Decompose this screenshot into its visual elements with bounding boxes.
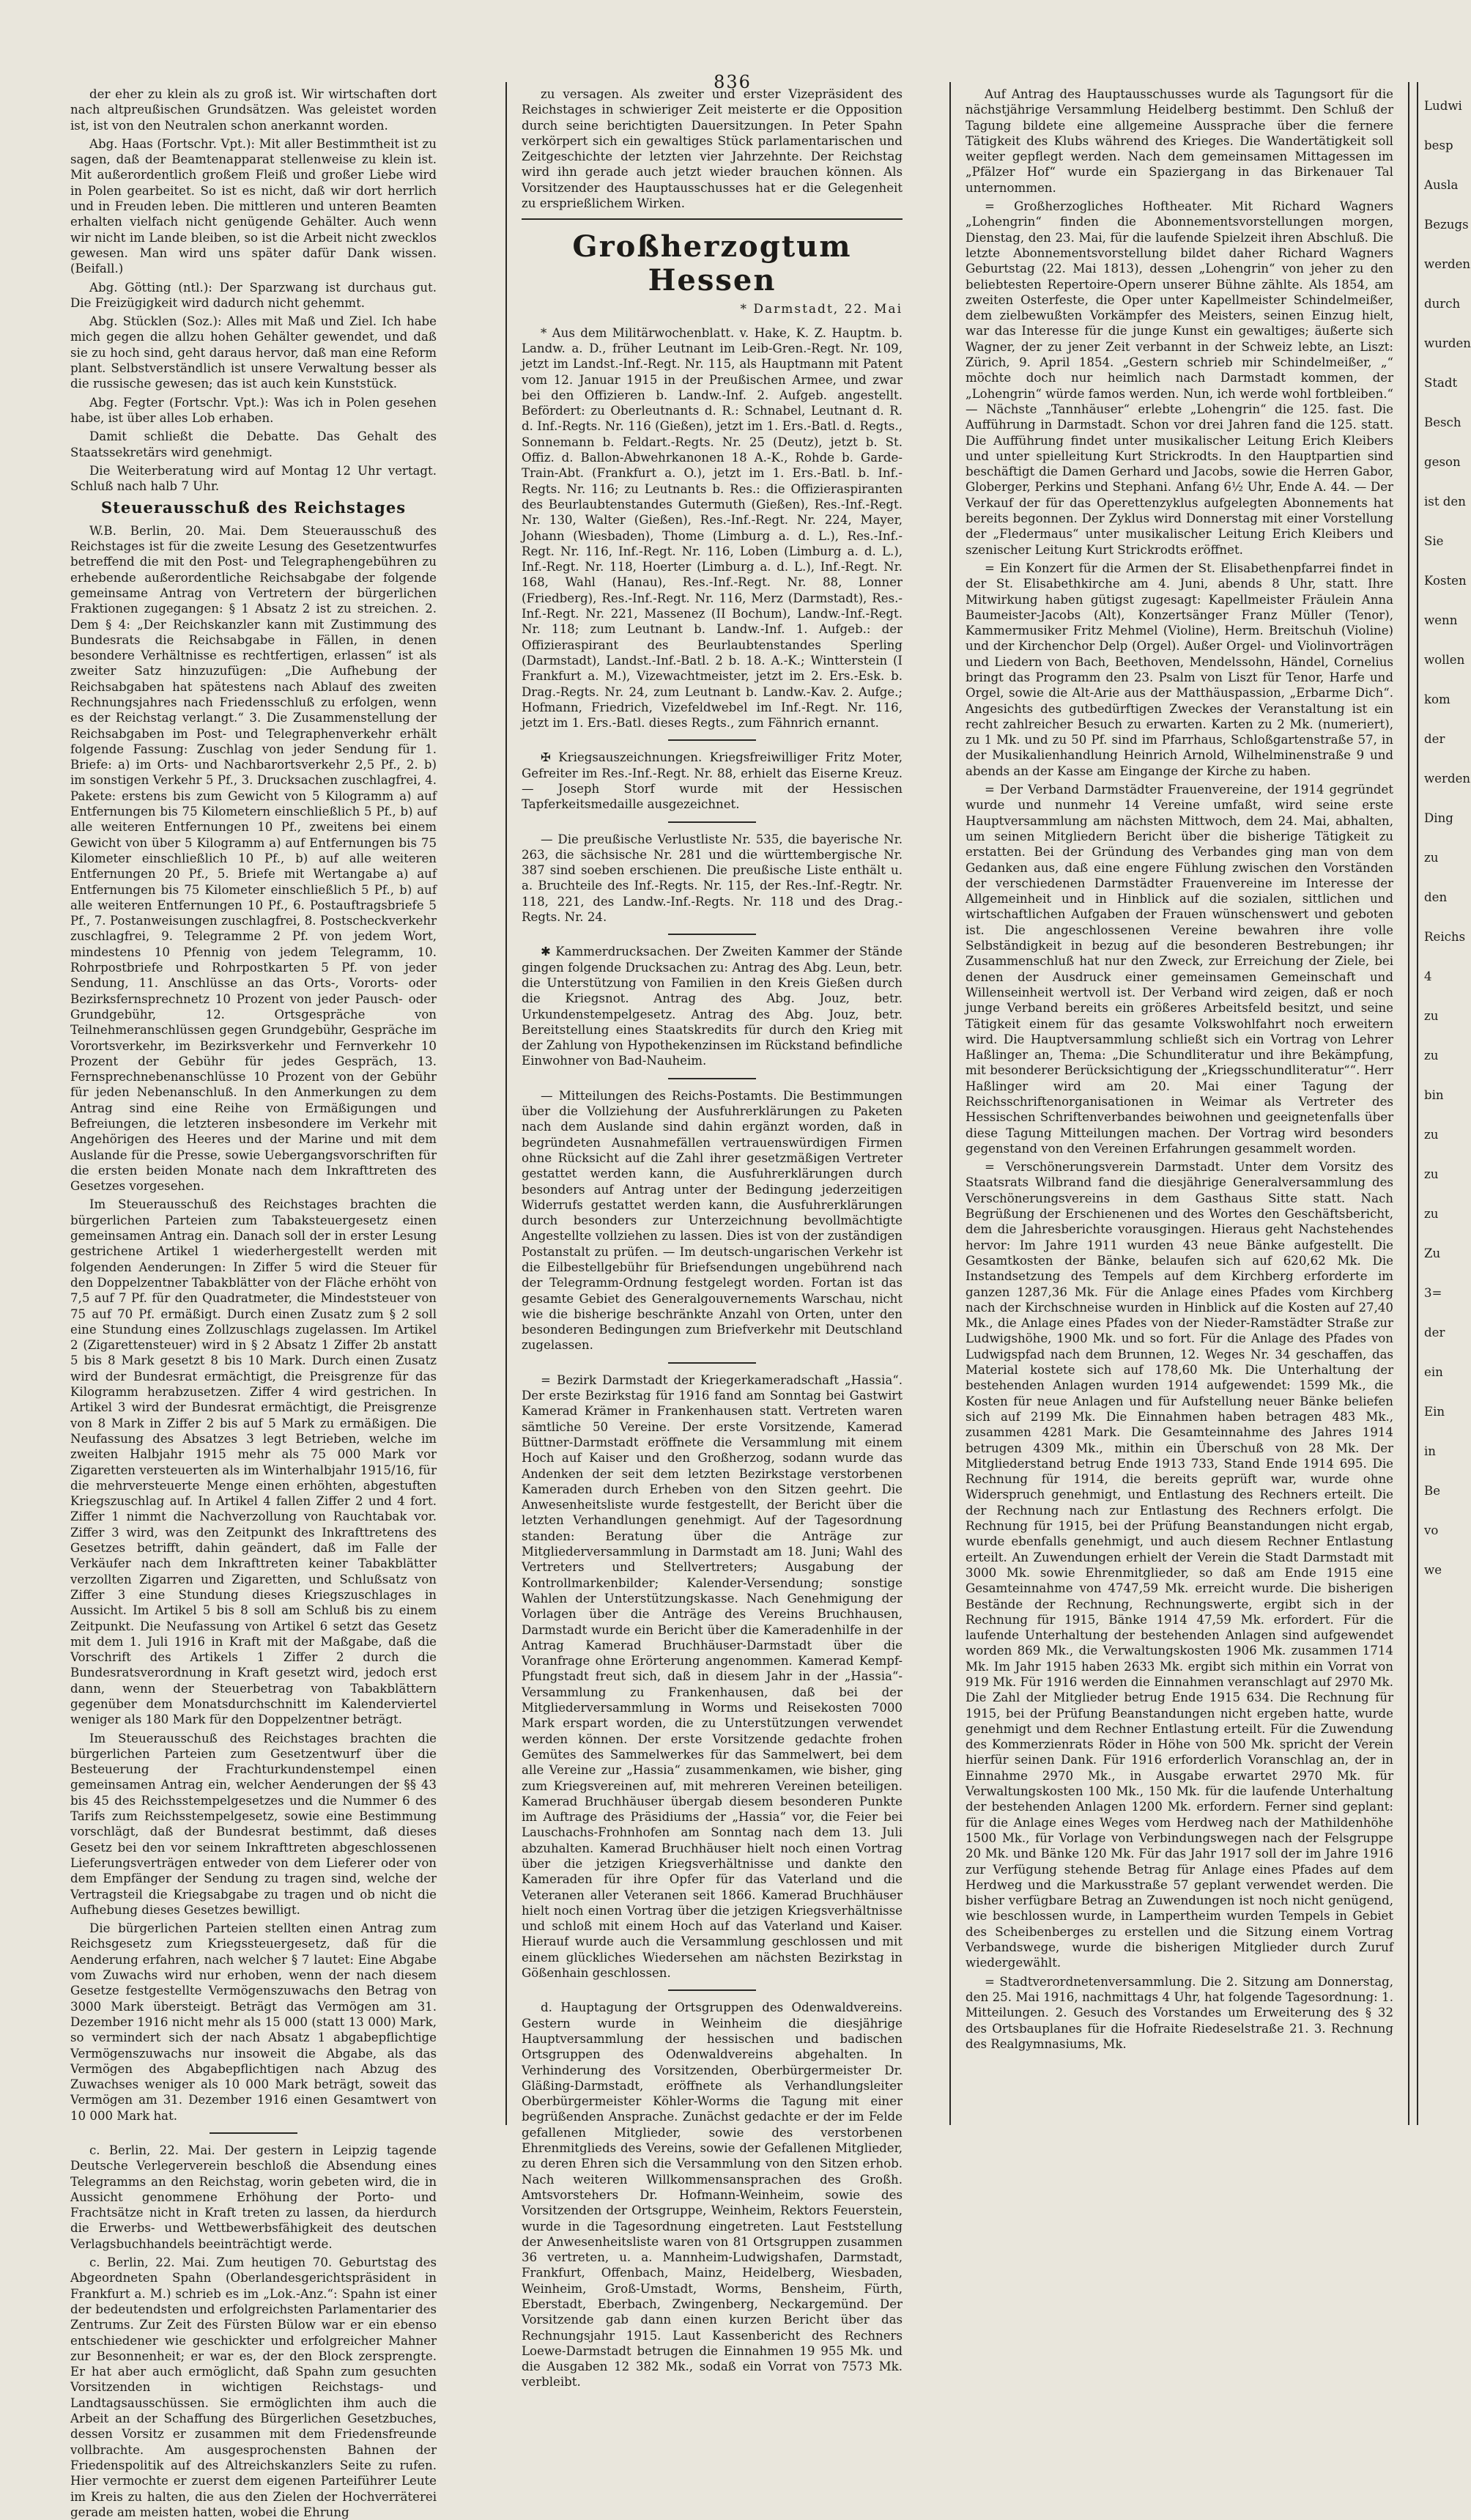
col4-line: durch bbox=[1424, 297, 1461, 311]
article-separator bbox=[668, 1989, 756, 1991]
col1-paragraph: Abg. Stücklen (Soz.): Alles mit Maß und Ziel. Ich habe mich gegen die allzu hohen Gehälter gewendet, und daß sie zu hoch sind, geht daraus hervor, daß man eine Reform plant. Selbstverständlich ist unsere Verwaltung besser als die russische gewesen; das ist auch kein Kunststück. bbox=[70, 314, 437, 391]
col4-line: Ausla bbox=[1424, 178, 1459, 192]
col4-line: zu bbox=[1424, 851, 1439, 865]
col2-paragraph: — Die preußische Verlustliste Nr. 535, die bayerische Nr. 263, die sächsische Nr. 281 und die württembergische Nr. 387 sind soeben erschienen. Die preußische Liste enthält u. a. Bruchteile des Inf.-Regts. Nr. 115, der Res.-Inf.-Regtr. Nr. 118, 221, des Landw.-Inf.-Regts. Nr. 118 und des Drag.-Regts. Nr. 24. bbox=[522, 832, 903, 925]
col4-line: ist den bbox=[1424, 495, 1466, 509]
col1-paragraph: Im Steuerausschuß des Reichstages brachten die bürgerlichen Parteien zum Tabaksteuergesetz einen gemeinsamen Antrag ein. Danach soll der in erster Lesung gestrichene Artikel 1 wiederhergestellt werden mit folgenden Aenderungen: In Ziffer 5 wird die Steuer für den Doppelzentner Tabakblätter von der Fläche erhöht von 7,5 auf 7 Pf. für den Quadratmeter, die Mindeststeuer von 75 auf 70 Pf. ermäßigt. Durch einen Zusatz zum § 2 soll eine Stundung eines Zollzuschlags zugelassen. Im Artikel 2 (Zigarettensteuer) wird in § 2 Absatz 1 Ziffer 2b anstatt 5 bis 8 Mark gesetzt 8 bis 10 Mark. Durch einen Zusatz wird der Bundesrat ermächtigt, die Preisgrenze für das Kilogramm herabzusetzen. Ziffer 4 wird gestrichen. In Artikel 3 wird der Bundesrat ermächtigt, die Preisgrenze von 8 Mark in Ziffer 2 bis auf 5 Mark zu ermäßigen. Die Neufassung des Absatzes 3 legt Betrieben, welche im zweiten Halbjahr 1915 mehr als 75 000 Mark vor Zigaretten versteuerten als im Winterhalbjahr 1915/16, für die mehrversteuerte Menge einen erhöhten, abgestuften Kriegszuschlag auf. In Artikel 4 fallen Ziffer 2 und 4 fort. Ziffer 1 nimmt die Nachverzollung von Rauchtabak vor. Ziffer 3 wird, was den Zeitpunkt des Inkrafttretens des Gesetzes betrifft, dahin geändert, daß im Falle der Verkäufer nach dem Inkrafttreten keiner Tabakblätter verzollten Zigarren und Zigaretten, und Schlußsatz von Ziffer 3 eine Stundung dieses Kriegszuschlages in Aussicht. Im Artikel 5 bis 8 soll am Schluß bis zu einem Zeitpunkt. Die Neufassung von Artikel 6 setzt das Gesetz mit dem 1. Juli 1916 in Kraft mit der Maßgabe, daß die Vorschrift des Artikels 1 Ziffer 2 durch die Bundesratsverordnung in Kraft gesetzt wird, jedoch erst dann, wenn der Steuerbetrag von Tabakblättern gegenüber dem Monatsdurchschnitt im Kalenderviertel weniger als 180 Mark für den Doppelzentner beträgt. bbox=[70, 1197, 437, 1727]
col3-paragraph: = Ein Konzert für die Armen der St. Elisabethenpfarrei findet in der St. Elisabethkirche am 4. Juni, abends 8 Uhr, statt. Ihre Mitwirkung haben gütigst zugesagt: Kapellmeister Fräulein Anna Baumeister-Jacobs (Alt), Konzertsänger Franz Müller (Tenor), Kammermusiker Fritz Mehmel (Violine), Herm. Breitschuh (Violine) und der Kirchenchor Delp (Orgel). Außer Orgel- und Violinvorträgen und Liedern von Bach, Beethoven, Mendelssohn, Händel, Cornelius bringt das Programm den 23. Psalm von Liszt für Tenor, Harfe und Orgel, sowie die Alt-Arie aus der Matthäuspassion, „Erbarme Dich“. Angesichts des gutbedürftigen Zweckes der Veranstaltung ist ein recht zahlreicher Besuch zu erwarten. Karten zu 2 Mk. (numeriert), zu 1 Mk. und zu 50 Pf. sind im Pfarrhaus, Schloßgartenstraße 57, in der Musikalienhandlung Heinrich Arnold, Wilhelminenstraße 9 und abends an der Kasse am Eingange der Kirche zu haben. bbox=[966, 561, 1393, 778]
article-separator bbox=[668, 739, 756, 741]
col3-paragraph: Auf Antrag des Hauptausschusses wurde als Tagungsort für die nächstjährige Versammlung Heidelberg bestimmt. Den Schluß der Tagung bildete eine allgemeine Aussprache über die fernere Tätigkeit des Klubs während des Krieges. Die Wandertätigkeit soll weiter gepflegt werden. Nach dem gemeinsamen Mittagessen im „Pfälzer Hof“ wurde ein Spaziergang in das Birkenauer Tal unternommen. bbox=[966, 87, 1393, 195]
col2-paragraph: ✱ Kammerdrucksachen. Der Zweiten Kammer der Stände gingen folgende Drucksachen zu: Antrag des Abg. Leun, betr. die Unterstützung von Familien in den Kreis Gießen durch die Kriegsnot. Antrag des Abg. Jouz, betr. Urkundenstempelgesetz. Antrag des Abg. Jouz, betr. Bereitstellung eines Staatskredits für durch den Krieg mit der Zahlung von Hypothekenzinsen im Rückstand befindliche Einwohner von Bad-Nauheim. bbox=[522, 945, 903, 1068]
col4-line: der bbox=[1424, 732, 1445, 746]
col4-line: Kosten bbox=[1424, 574, 1467, 588]
section-title: Großherzogtum Hessen bbox=[572, 229, 852, 298]
col4-line: wenn bbox=[1424, 613, 1458, 627]
col4-line: zu bbox=[1424, 1009, 1439, 1023]
col4-line: zu bbox=[1424, 1049, 1439, 1063]
col1-paragraph: Die Weiterberatung wird auf Montag 12 Uhr vertagt. Schluß nach halb 7 Uhr. bbox=[70, 463, 437, 494]
col4-line: Besch bbox=[1424, 415, 1461, 429]
section-headline: Steuerausschuß des Reichstages bbox=[100, 498, 407, 517]
col2-paragraph: * Aus dem Militärwochenblatt. v. Hake, K. Z. Hauptm. b. Landw. a. D., früher Leutnant im Leib-Gren.-Regt. Nr. 109, jetzt im Landst.-Inf.-Regt. Nr. 115, als Hauptmann mit Patent vom 12. Januar 1915 in der Preußischen Armee, und zwar bei den Offizieren b. Landw.-Inf. 2. Aufgeb. angestellt. Befördert: zu Oberleutnants d. R.: Schnabel, Leutnant d. R. d. Inf.-Regts. Nr. 116 (Gießen), jetzt im 1. Ers.-Batl. d. Regts., Sonnemann b. Feldart.-Regts. Nr. 25 (Deutz), jetzt b. St. Offiz. d. Ballon-Abwehrkanonen 18 A.-K., Rohde b. Garde-Train-Abt. (Frankfurt a. O.), jetzt im 1. Ers.-Batl. b. Inf.-Regts. Nr. 116; zu Leutnants b. Res.: die Offizieraspiranten des Beurlaubtenstandes Gutermuth (Gießen), Res.-Inf.-Regt. Nr. 130, Walter (Gießen), Res.-Inf.-Regt. Nr. 224, Mayer, Johann (Wiesbaden), Thome (Limburg a. d. L.), Res.-Inf.-Regt. Nr. 116, Inf.-Regt. Nr. 116, Loben (Limburg a. d. L.), Inf.-Regt. Nr. 118, Hoerter (Limburg a. d. L.), Inf.-Regt. Nr. 168, Wahl (Hanau), Res.-Inf.-Regt. Nr. 88, Lonner (Friedberg), Res.-Inf.-Regt. Nr. 116, Merz (Darmstadt), Res.-Inf.-Regt. Nr. 221, Massenez (II Bochum), Landw.-Inf.-Regt. Nr. 118; zum Leutnant b. Landw.-Inf. 1. Aufgeb.: der Offizieraspirant des Beurlaubtenstandes Sperling (Darmstadt), Landst.-Inf.-Batl. 2 b. 18. A.-K.; Wintterstein (I Frankfurt a. M.), Vizewachtmeister, jetzt im 2. Ers.-Esk. b. Drag.-Regts. Nr. 24, zum Leutnant b. Landw.-Kav. 2. Aufge.; Hofmann, Friedrich, Vizefeldwebel im Inf.-Regt. Nr. 116, jetzt im 1. Ers.-Batl. dieses Regts., zum Fähnrich ernannt. bbox=[522, 325, 903, 731]
col3-paragraph: = Stadtverordnetenversammlung. Die 2. Sitzung am Donnerstag, den 25. Mai 1916, nachmittags 4 Uhr, hat folgende Tagesordnung: 1. Mitteilungen. 2. Gesuch des Vorstandes um Erweiterung des § 32 des Ortsbauplanes für die Hofraite Riedeselstraße 21. 3. Rechnung des Realgymnasiums, Mk. bbox=[966, 1974, 1393, 2051]
page-number: 836 bbox=[714, 72, 752, 92]
col2-paragraph: ✠ Kriegsauszeichnungen. Kriegsfreiwilliger Fritz Moter, Gefreiter im Res.-Inf.-Regt. Nr. 88, erhielt das Eiserne Kreuz. — Joseph Storf wurde mit der Hessischen Tapferkeitsmedaille ausgezeichnet. bbox=[522, 750, 903, 812]
col4-line: zu bbox=[1424, 1167, 1439, 1181]
col1-paragraph: c. Berlin, 22. Mai. Der gestern in Leipzig tagende Deutsche Verlegerverein beschloß die Absendung eines Telegramms an den Reichstag, worin gebeten wird, die in Aussicht genommene Erhöhung der Porto- und Frachtsätze nicht in Kraft treten zu lassen, da hierdurch die Erwerbs- und Wettbewerbsfähigkeit des deutschen Verlagsbuchhandels beeinträchtigt werde. bbox=[70, 2143, 437, 2251]
col4-line: vo bbox=[1424, 1523, 1439, 1537]
column-divider bbox=[1408, 82, 1409, 2125]
col3-paragraph: = Großherzogliches Hoftheater. Mit Richard Wagners „Lohengrin“ finden die Abonnementsvorstellungen morgen, Dienstag, den 23. Mai, für die laufende Spielzeit ihren Abschluß. Die letzte Abonnementsvorstellung bildet daher Richard Wagners Geburtstag (22. Mai 1813), dessen „Lohengrin“ von jeher zu den beliebtesten Repertoire-Opern unserer Bühne zählte. Als 1854, am zweiten Osterfeste, die Oper unter Kapellmeister Schindelmeißer, dem zielbewußten Vorkämpfer des Meisters, seinen Einzug hielt, war das Interesse für die junge Kunst ein gewaltiges; äußerte sich Wagner, der zu jener Zeit verbannt in der Schweiz lebte, an Liszt: Zürich, 9. April 1854. „Gestern schrieb mir Schindelmeißer, „“ möchte doch nur heimlich nach Darmstadt kommen, der „Lohengrin“ würde famos werden. Nun, ich werde wohl fortbleiben.“ — Nächste „Tannhäuser“ erlebte „Lohengrin“ die 125. fast. Die Aufführung in Darmstadt. Schon vor drei Jahren fand die 125. statt. Die Aufführung findet unter musikalischer Leitung Erich Kleibers und unter spielleitung Kurt Strickrodts. In den Hauptpartien sind beschäftigt die Damen Gerhard und Jacobs, sowie die Herren Gabor, Globerger, Perkins und Stephani. Anfang 6½ Uhr, Ende A. 44. — Der Verkauf der für das Operettenzyklus aufgelegten Abonnements hat bereits begonnen. Der Zyklus wird Donnerstag mit einer Vorstellung der „Fledermaus“ unter musikalischer Leitung Erich Kleibers und szenischer Leitung Kurt Strickrodts eröffnet. bbox=[966, 199, 1393, 557]
section-rule bbox=[522, 218, 903, 220]
col4-line: werden bbox=[1424, 772, 1471, 786]
col4-line: Ludwi bbox=[1424, 99, 1462, 113]
col2-paragraph: d. Hauptagung der Ortsgruppen des Odenwaldvereins. Gestern wurde in Weinheim die diesjährige Hauptversammlung der hessischen und badischen Ortsgruppen des Odenwaldvereins abgehalten. In Verhinderung des Vorsitzenden, Oberbürgermeister Dr. Gläßing-Darmstadt, eröffnete als Verhandlungsleiter Oberbürgermeister Köhler-Worms die Tagung mit einer begrüßenden Ansprache. Zunächst gedachte er der im Felde gefallenen Mitglieder, sowie des verstorbenen Ehrenmitglieds des Vereins, sowie der Gefallenen Mitglieder, zu deren Ehren sich die Versammlung von den Sitzen erhob. Nach weiteren Willkommensansprachen des Großh. Amtsvorstehers Dr. Hofmann-Weinheim, sowie des Vorsitzenden der Ortsgruppe, Weinheim, Rektors Feuerstein, wurde in die Tagesordnung eingetreten. Laut Feststellung der Anwesenheitsliste waren von 81 Ortsgruppen zusammen 36 vertreten, u. a. Mannheim-Ludwigshafen, Darmstadt, Frankfurt, Offenbach, Mainz, Heidelberg, Wiesbaden, Weinheim, Groß-Umstadt, Worms, Bensheim, Fürth, Eberstadt, Eberbach, Zwingenberg, Neckargemünd. Der Vorsitzende gab dann einen kurzen Bericht über das Rechnungsjahr 1915. Laut Kassenbericht des Rechners Loewe-Darmstadt betrugen die Einnahmen 19 955 Mk. und die Ausgaben 12 382 Mk., sodaß ein Vorrat von 7573 Mk. verbleibt. bbox=[522, 2000, 903, 2390]
col4-line: in bbox=[1424, 1444, 1436, 1458]
col4-line: zu bbox=[1424, 1207, 1439, 1221]
col4-line: 3= bbox=[1424, 1286, 1442, 1300]
col3-paragraph: = Verschönerungsverein Darmstadt. Unter dem Vorsitz des Staatsrats Wilbrand fand die diesjährige Generalversammlung des Verschönerungsvereins in dem Gasthaus Sitte statt. Nach Begrüßung der Erschienenen und des Wortes den Geschäftsbericht, dem die Jahresberichte vorausgingen. Hieraus geht Nachstehendes hervor: Im Jahre 1911 wurden 43 neue Bänke aufgestellt. Die Gesamtkosten der Bänke, belaufen sich auf 620,62 Mk. Die Instandsetzung des Tempels auf dem Kirchberg erforderte im ganzen 1287,36 Mk. Für die Anlage eines Pfades vom Kirchberg nach der Kirchschneise wurden in Hinblick auf die Kosten auf 27,40 Mk., die Anlage eines Pfades von der Nieder-Ramstädter Straße zur Ludwigshöhe, 1900 Mk. und so fort. Für die Anlage des Pfades von Ludwigspfad nach dem Brunnen, 12. Weges Nr. 34 geschaffen, das Material kostete sich auf 178,60 Mk. Die Unterhaltung der bestehenden Anlagen wurden 1914 aufgewendet: 1599 Mk., die Kosten für neue Anlagen und für Aufstellung neuer Bänke beliefen sich auf 2199 Mk. Die Einnahmen haben betragen 483 Mk., zusammen 4281 Mark. Die Gesamteinnahme des Jahres 1914 betrugen 4309 Mk., mithin ein Überschuß von 28 Mk. Der Mitgliederstand betrug Ende 1913 733, Stand Ende 1914 695. Die Rechnung für 1914, die bereits geprüft war, wurde ohne Widerspruch genehmigt, und Entlastung des Rechners erteilt. Die der Rechnung nach zur Entlastung des Rechners erfolgt. Die Rechnung für 1915, bei der Prüfung Beanstandungen nicht ergab, wurde ebenfalls genehmigt, und auch diesem Rechner Entlastung erteilt. An Zuwendungen erhielt der Verein die Stadt Darmstadt mit 3000 Mk. sowie Ehrenmitglieder, so daß am Ende 1915 eine Gesamteinnahme von 4747,59 Mk. erreicht wurde. Die bisherigen Bestände der Rechnung, Rechnungswerte, ergibt sich in der Rechnung für 1915, Bänke 1914 47,59 Mk. erfordert. Für die laufende Unterhaltung der bestehenden Anlagen sind aufgewendet worden 869 Mk., die Verwaltungskosten 1906 Mk. zusammen 1714 Mk. Im Jahr 1915 haben 2633 Mk. ergibt sich mithin ein Vorrat von 919 Mk. Für 1916 werden die Einnahmen veranschlagt auf 2970 Mk. Die Zahl der Mitglieder betrug Ende 1915 634. Die Rechnung für 1915, bei der Prüfung Beanstandungen nicht ergeben hatte, wurde genehmigt und dem Rechner Entlastung erteilt. Für die Zuwendung des Kommerzienrats Röder in Höhe von 500 Mk. spricht der Verein hierfür seinen Dank. Für 1916 erforderlich Voranschlag an, der in Einnahme 2970 Mk., in Ausgabe erwartet 2970 Mk. für Verwaltungskosten 100 Mk., 150 Mk. für die laufende Unterhaltung der bestehenden Anlagen 1200 Mk. erfordern. Ferner sind geplant: für die Anlage eines Weges vom Herdweg nach der Mathildenhöhe 1500 Mk., für Vorlage von Verbindungswegen nach der Felsgruppe 20 Mk. und Bänke 120 Mk. Für das Jahr 1917 soll der im Jahre 1916 zur Verfügung stehende Betrag für Anlage eines Pfades auf dem Herdweg und die Markusstraße 57 geplant verwendet werden. Die bisher verfügbare Betrag an Zuwendungen ist noch nicht genügend, wie beschlossen wurde, in Lampertheim wurden Tempels in Gebiet des Scheibenberges zu erstellen und die Sitzung einem Vortrag Verbandswege, wurde die bisherigen Mitglieder durch Zuruf wiedergewählt. bbox=[966, 1160, 1393, 1970]
col4-line: Sie bbox=[1424, 534, 1444, 548]
col4-line: we bbox=[1424, 1563, 1442, 1577]
col1-paragraph: Im Steuerausschuß des Reichstages brachten die bürgerlichen Parteien zum Gesetzentwurf über die Besteuerung der Frachturkundenstempel einen gemeinsamen Antrag ein, welcher Aenderungen der §§ 43 bis 45 des Reichsstempelgesetzes und die Nummer 6 des Tarifs zum Reichsstempelgesetz, sowie eine Bestimmung vorschlägt, daß der Bundesrat bestimmt, daß dieses Gesetz bei den vor seinem Inkrafttreten abgeschlossenen Lieferungsverträgen entweder von dem Lieferer oder von dem Empfänger der Sendung zu tragen sind, welche der Vertragsteil die Kriegsabgabe zu tragen und ob nicht die Aufhebung dieses Gesetzes bewilligt. bbox=[70, 1731, 437, 1917]
col4-line: bin bbox=[1424, 1088, 1444, 1102]
col4-line: werden bbox=[1424, 257, 1471, 271]
col1-paragraph: der eher zu klein als zu groß ist. Wir wirtschaften dort nach altpreußischen Grundsätzen. Was geleistet worden ist, ist von den Neutralen schon anerkannt worden. bbox=[70, 87, 437, 133]
col4-line: Ding bbox=[1424, 811, 1453, 825]
article-separator bbox=[668, 1078, 756, 1079]
article-separator bbox=[668, 1362, 756, 1364]
col1-paragraph: Abg. Fegter (Fortschr. Vpt.): Was ich in Polen gesehen habe, ist über alles Lob erhaben. bbox=[70, 395, 437, 425]
column-4-fragment bbox=[1424, 86, 1471, 2128]
page-edge-divider bbox=[1417, 82, 1418, 2125]
col4-line: Ein bbox=[1424, 1405, 1445, 1419]
col1-paragraph: Abg. Haas (Fortschr. Vpt.): Mit aller Bestimmtheit ist zu sagen, daß der Beamtenapparat stellenweise zu klein ist. Mit außerordentlich großem Fleiß und großer Liebe wird in Polen gearbeitet. So ist es nicht, daß wir dort herrlich und in Freuden leben. Die mittleren und unteren Beamten erhalten vielfach nicht genügende Gehälter. Auch wenn wir nicht im Lande bleiben, so ist die Arbeit nicht zwecklos gewesen. Man wird uns später dafür Dank wissen. (Beifall.) bbox=[70, 136, 437, 276]
col1-paragraph: Damit schließt die Debatte. Das Gehalt des Staatssekretärs wird genehmigt. bbox=[70, 429, 437, 459]
col2-paragraph: = Bezirk Darmstadt der Kriegerkameradschaft „Hassia“. Der erste Bezirkstag für 1916 fand am Sonntag bei Gastwirt Kamerad Krämer in Frankenhausen statt. Vertreten waren sämtliche 50 Vereine. Der erste Vorsitzende, Kamerad Büttner-Darmstadt eröffnete die Versammlung mit einem Hoch auf Kaiser und den Großherzog, sodann wurde das Andenken der seit dem letzten Bezirkstage verstorbenen Kameraden durch Erheben von den Sitzen geehrt. Die Anwesenheitsliste wurde festgestellt, der Bericht über die letzten Verhandlungen genehmigt. Auf der Tagesordnung standen: Beratung über die Anträge zur Mitgliederversammlung in Darmstadt am 18. Juni; Wahl des Vertreters und Stellvertreters; Ausgabung der Kontrollmarkenbilder; Kalender-Versendung; sonstige Wahlen der Unterstützungskasse. Nach Genehmigung der Vorlagen über die Anträge des Vereins Bruchhausen, Darmstadt wurde ein Bericht über die Kameradenhilfe in der Antrag Kamerad Bruchhäuser-Darmstadt über die Voranfrage ohne Erörterung angenommen. Kamerad Kempf-Pfungstadt freut sich, daß in diesem Jahr in der „Hassia“-Versammlung zu Frankenhausen, daß bei der Mitgliederversammlung in Worms und Reisekosten 7000 Mark erspart worden, die zu Unterstützungen verwendet werden können. Der erste Vorsitzende gedachte frohen Gemütes des Sammelwerkes für das Sammelwert, bei dem alle Vereine zur „Hassia“ zusammenkamen, wie bisher, ging zum Kriegsvereinen auf, mit mehreren Vereinen beteiligen. Kamerad Bruchhäuser übergab diesem besonderen Punkte im Auftrage des Präsidiums der „Hassia“ vor, die Feier bei Lauschachs-Frohnhofen am Sonntag nach dem 13. Juli abzuhalten. Kamerad Bruchhäuser hielt noch einen Vortrag über die jetzigen Kriegsverhältnisse und dankte den Kameraden für ihre Opfer für das Vaterland und die Veteranen aller Veteranen seit 1866. Kamerad Bruchhäuser hielt noch einen Vortrag über die jetzigen Kriegsverhältnisse und schloß mit einem Hoch auf das Vaterland und Kaiser. Hierauf wurde auch die Versammlung geschlossen und mit einem glückliches Wiedersehen am nächsten Bezirkstag in Gößenhain geschlossen. bbox=[522, 1372, 903, 1981]
article-separator bbox=[668, 821, 756, 823]
col4-line: der bbox=[1424, 1326, 1445, 1340]
col1-paragraph: Die bürgerlichen Parteien stellten einen Antrag zum Reichsgesetz zum Kriegssteuergesetz, daß für die Aenderung erfahren, nach welcher § 7 lautet: Eine Abgabe vom Zuwachs wird nur erhoben, wenn der nach diesem Gesetze festgestellte Vermögenszuwachs den Betrag von 3000 Mark übersteigt. Beträgt das Vermögen am 31. Dezember 1916 nicht mehr als 15 000 (statt 13 000) Mark, so vermindert sich der nach Absatz 1 abgabepflichtige Vermögenszuwachs nur insoweit die Abgabe, als das Vermögen des Abgabepflichtigen nach Abzug des Zuwachses weniger als 10 000 Mark beträgt, soweit das Vermögen am 31. Dezember 1916 einen Gesamtwert von 10 000 Mark hat. bbox=[70, 1921, 437, 2123]
col4-line: geson bbox=[1424, 455, 1461, 469]
col4-line: kom bbox=[1424, 692, 1450, 706]
col4-line: Bezugs bbox=[1424, 218, 1469, 232]
col1-paragraph: Abg. Götting (ntl.): Der Sparzwang ist durchaus gut. Die Freizügigkeit wird dadurch nicht gehemmt. bbox=[70, 280, 437, 310]
col2-paragraph: zu versagen. Als zweiter und erster Vizepräsident des Reichstages in schwieriger Zeit meisterte er die Opposition durch seine berichtigten Dauersitzungen. In Peter Spahn verkörpert sich ein gewaltiges Stück parlamentarischen und Zeitgeschichte der letzten vier Jahrzehnte. Der Reichstag wird ihn gerade auch jetzt wieder brauchen können. Als Vorsitzender des Hauptausschusses hat er die Gelegenheit zu ersprießlichem Wirken. bbox=[522, 87, 903, 211]
col4-line: den bbox=[1424, 890, 1448, 904]
col4-line: Zu bbox=[1424, 1246, 1441, 1260]
col4-line: ein bbox=[1424, 1365, 1443, 1379]
dateline: * Darmstadt, 22. Mai bbox=[740, 302, 903, 317]
column-divider bbox=[505, 82, 507, 2125]
article-separator bbox=[210, 2132, 297, 2134]
col4-line: besp bbox=[1424, 138, 1453, 152]
col4-line: 4 bbox=[1424, 969, 1432, 983]
column-1 bbox=[70, 86, 437, 2519]
article-separator bbox=[668, 934, 756, 935]
column-3 bbox=[966, 86, 1393, 2128]
col4-line: Be bbox=[1424, 1484, 1441, 1498]
col1-paragraph: c. Berlin, 22. Mai. Zum heutigen 70. Geburtstag des Abgeordneten Spahn (Oberlandesgerichtspräsident in Frankfurt a. M.) schrieb es im „Lok.-Anz.“: Spahn ist einer der bedeutendsten und erfolgreichsten Parlamentarier des Zentrums. Zur Zeit des Fürsten Bülow war er ein ebenso entschiedener wie geschickter und erfolgreicher Mahner zur Besonnenheit; er war es, der den Block zersprengte. Er hat aber auch ermöglicht, daß Spahn zum gesuchten Vorsitzenden in wichtigen Reichstags- und Landtagsausschüssen. Sie ermöglichten ihm auch die Arbeit an der Schaffung des Bürgerlichen Gesetzbuches, dessen Vorsitz er zusammen mit dem Friedensfreunde vollbrachte. Am ausgesprochensten Bahnen der Friedenspolitik auf des Altreichskanzlers Seite zu rufen. Hier vermochte er zuerst dem eigenen Parteiführer Leute im Kreis zu halten, die aus den Zielen der Hochverräterei gerade am meisten hatten, wobei die Ehrung bbox=[70, 2255, 437, 2519]
col3-paragraph: = Der Verband Darmstädter Frauenvereine, der 1914 gegründet wurde und nunmehr 14 Vereine umfaßt, wird seine erste Hauptversammlung am nächsten Mittwoch, dem 24. Mai, abhalten, um seinen Mitgliedern Bericht über die bisherige Tätigkeit zu erstatten. Bei der Gründung des Verbandes ging man von dem Gedanken aus, daß eine engere Fühlung zwischen den Vorständen der verschiedenen Darmstädter Frauenvereine im Interesse der Allgemeinheit und in Hinblick auf die sozialen, sittlichen und wirtschaftlichen Aufgaben der Frauen wünschenswert und geboten ist. Die angeschlossenen Vereine bewahren ihre volle Selbständigkeit in bezug auf die besonderen Bestrebungen; ihr Zusammenschluß hat nur den Zweck, zur Erreichung der Ziele, bei denen der Ausdruck einer gemeinsamen Gemeinschaft und Willenseinheit wertvoll ist. Der Verband wird zeigen, daß er noch junge Verband bereits ein größeres Arbeitsfeld besitzt, und seine Tätigkeit einem für das gesamte Volkswohlfahrt noch erweitern wird. Die Hauptversammlung schließt sich ein Vortrag von Lehrer Haßlinger an, Thema: „Die Schundliteratur und ihre Bekämpfung, mit besonderer Berücksichtigung der „Kriegsschundliteratur““. Herr Haßlinger wird am 20. Mai einer Tagung der Reichsschriftenorganisationen in Weimar als Vertreter des Hessischen Schriftenverbandes beiwohnen und geeignetenfalls über diese Tagung Mitteilungen machen. Der Vortrag wird besonders gegenstand von den Vereinen Erfahrungen gesammelt worden. bbox=[966, 783, 1393, 1156]
col4-line: zu bbox=[1424, 1128, 1439, 1142]
col2-paragraph: — Mitteilungen des Reichs-Postamts. Die Bestimmungen über die Vollziehung der Ausfuhrerklärungen zu Paketen nach dem Auslande sind dahin ergänzt worden, daß in begründeten Ausnahmefällen vertrauenswürdigen Firmen ohne Rücksicht auf die Zahl ihrer gesetzmäßigen Vertreter gestattet werden kann, die Ausfuhrerklärungen durch besonders auf Antrag unter der Bedingung jederzeitigen Widerrufs gestattet werden kann, die Ausfuhrerklärungen durch besonders zur Unterzeichnung bevollmächtigte Angestellte vollziehen zu lassen. Dies ist von der zuständigen Postanstalt zu prüfen. — Im deutsch-ungarischen Verkehr ist die Eilbestellgebühr für Briefsendungen ungebührend nach der Telegramm-Ordnung festgelegt worden. Fortan ist das gesamte Gebiet des Generalgouvernements Warschau, nicht wie die bisherige beschränkte Anzahl von Orten, unter den besonderen Bedingungen zum Briefverkehr mit Deutschland zugelassen. bbox=[522, 1088, 903, 1353]
col4-line: Stadt bbox=[1424, 376, 1458, 390]
col4-line: wollen bbox=[1424, 653, 1465, 667]
col4-line: wurden bbox=[1424, 336, 1471, 350]
column-divider bbox=[949, 82, 951, 2125]
col4-line: Reichs bbox=[1424, 930, 1466, 944]
column-2 bbox=[522, 86, 903, 2390]
col1-paragraph: W.B. Berlin, 20. Mai. Dem Steuerausschuß des Reichstages ist für die zweite Lesung des Gesetzentwurfes betreffend die mit den Post- und Telegraphengebühren zu erhebende außerordentliche Reichsabgabe der folgende gemeinsame Antrag von Vertretern der bürgerlichen Fraktionen zugegangen: § 1 Absatz 2 ist zu streichen. 2. Dem § 4: „Der Reichskanzler kann mit Zustimmung des Bundesrats die Reichsabgabe in Fällen, in denen besondere Verhältnisse es rechtfertigen, erlassen“ ist als zweiter Satz hinzuzufügen: „Die Aufhebung der Reichsabgaben hat spätestens nach Ablauf des zweiten Rechnungsjahres nach Friedensschluß zu erfolgen, wenn es der Reichstag verlangt.“ 3. Die Zusammenstellung der Reichsabgaben im Post- und Telegraphenverkehr erhält folgende Fassung: Zuschlag von jeder Sendung für 1. Briefe: a) im Orts- und Nachbarortsverkehr 2,5 Pf., 2. b) im sonstigen Verkehr 5 Pf., 3. Drucksachen zuschlagfrei, 4. Pakete: erstens bis zum Gewicht von 5 Kilogramm a) auf Entfernungen bis 75 Kilometern einschließlich 5 Pf., b) auf alle weiteren Entfernungen 10 Pf., zweitens bei einem Gewicht von über 5 Kilogramm a) auf Entfernungen bis 75 Kilometer einschließlich 10 Pf., b) auf alle weiteren Entfernungen 20 Pf., 5. Briefe mit Wertangabe a) auf Entfernungen bis 75 Kilometer einschließlich 5 Pf., b) auf alle weiteren Entfernungen 10 Pf., 6. Postauftragsbriefe 5 Pf., 7. Postanweisungen zuschlagfrei, 8. Postscheckverkehr zuschlagfrei, 9. Telegramme 2 Pf. von jedem Wort, mindestens 10 Pfennig von jedem Telegramm, 10. Rohrpostbriefe und Rohrpostkarten 5 Pf. von jeder Sendung, 11. Anschlüsse an das Orts-, Vororts- oder Bezirksfernsprechnetz 10 Prozent von jeder Pausch- oder Grundgebühr, 12. Ortsgespräche von Teilnehmeranschlüssen gegen Grundgebühr, Gespräche im Vorortsverkehr, im Bezirksverkehr und Fernverkehr 10 Prozent der Gebühr für jedes Gespräch, 13. Fernsprechnebenanschlüsse 10 Prozent von der Gebühr für jeden Nebenanschluß. In den Anmerkungen zu dem Antrag sind eine Reihe von Ermäßigungen und Befreiungen, die letzteren insbesondere im Verkehr mit Angehörigen des Heeres und der Marine und mit dem Auslande für die Presse, sowie Uebergangsvorschriften für die ersten beiden Monate nach dem Inkrafttreten des Gesetzes vorgesehen. bbox=[70, 523, 437, 1194]
